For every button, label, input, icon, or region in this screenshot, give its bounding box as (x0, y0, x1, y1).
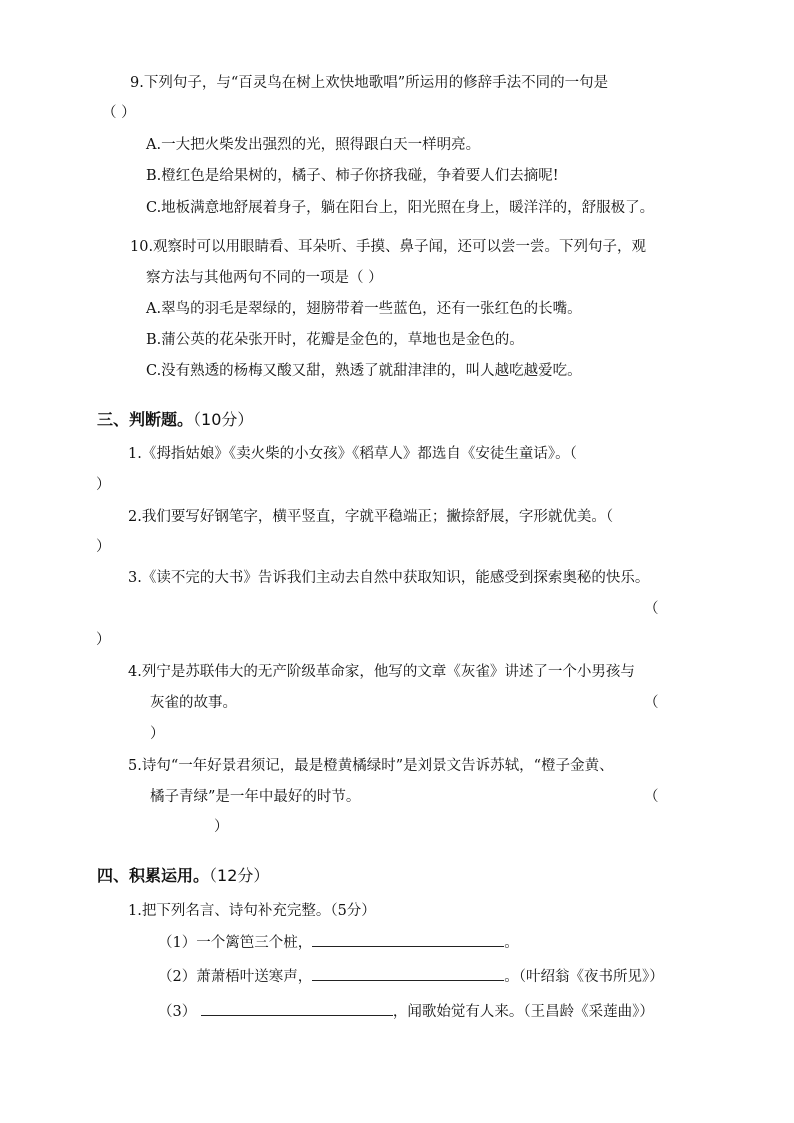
judge-item-2-close: ） (96, 539, 111, 555)
judge-item-4-line1: 4.列宁是苏联伟大的无产阶级革命家，他写的文章《灰雀》讲述了一个小男孩与 (128, 664, 635, 680)
section3-points: （10分） (193, 410, 254, 429)
fill-item-3 (158, 1001, 654, 1022)
judge-item-4-close: ） (150, 726, 165, 742)
section3-title: 三、判断题。 (97, 410, 194, 429)
fill-item-1-before: 一个篱笆三个桩， (196, 935, 313, 951)
section4-points: （12分） (209, 866, 270, 885)
judge-item-2: 2.我们要写好钢笔字，横平竖直，字就平稳端正；撇捺舒展，字形就优美。（ (128, 509, 614, 525)
q10-stem-line1: 10.观察时可以用眼睛看、耳朵听、手摸、鼻子闻，还可以尝一尝。下列句子，观 (130, 239, 647, 255)
fill-blank-3[interactable] (201, 1001, 393, 1016)
section3-heading (97, 410, 253, 430)
judge-item-3-open: （ (644, 601, 659, 617)
fill-blank-1[interactable] (312, 932, 504, 947)
q9-answer-paren: （ ） (102, 105, 136, 121)
q9-option-c: C.地板满意地舒展着身子，躺在阳台上，阳光照在身上，暖洋洋的，舒服极了。 (146, 200, 655, 216)
q10-option-a: A.翠鸟的羽毛是翠绿的，翅膀带着一些蓝色，还有一张红色的长嘴。 (146, 301, 582, 317)
judge-item-3-close: ） (96, 632, 111, 648)
judge-item-3: 3.《读不完的大书》告诉我们主动去自然中获取知识，能感受到探索奥秘的快乐。 (128, 570, 650, 586)
fill-item-2-after: 。（叶绍翁《夜书所见》） (504, 969, 664, 985)
q10-option-c: C.没有熟透的杨梅又酸又甜，熟透了就甜津津的，叫人越吃越爱吃。 (146, 363, 582, 379)
judge-item-1: 1.《拇指姑娘》《卖火柴的小女孩》《稻草人》都选自《安徒生童话》。（ (128, 446, 577, 462)
fill-item-2-num: （2） (158, 969, 197, 985)
judge-item-5-open: （ (644, 789, 659, 805)
judge-item-1-close: ） (96, 477, 111, 493)
fill-item-1-after: 。 (504, 935, 519, 951)
q9-option-b: B.橙红色是给果树的，橘子、柿子你挤我碰，争着要人们去摘呢! (146, 168, 559, 184)
judge-item-4-line2: 灰雀的故事。 (150, 695, 237, 711)
judge-item-5-close: ） (214, 819, 229, 835)
section4-q1-stem: 1.把下列名言、诗句补充完整。（5分） (128, 903, 376, 919)
judge-item-5-line2: 橘子青绿”是一年中最好的时节。 (150, 789, 361, 805)
q10-option-b: B.蒲公英的花朵张开时，花瓣是金色的，草地也是金色的。 (146, 332, 524, 348)
judge-item-4-open: （ (644, 695, 659, 711)
section4-title: 四、积累运用。 (97, 866, 210, 885)
fill-item-3-after: ，闻歌始觉有人来。（王昌龄《采莲曲》） (392, 1004, 654, 1020)
fill-item-3-num: （3） (158, 1004, 197, 1020)
q9-stem: 9.下列句子，与“百灵鸟在树上欢快地歌唱”所运用的修辞手法不同的一句是 (130, 75, 609, 91)
q9-option-a: A.一大把火柴发出强烈的光，照得跟白天一样明亮。 (146, 137, 481, 153)
q10-stem-line2: 察方法与其他两句不同的一项是（ ） (146, 270, 383, 286)
fill-item-2 (158, 966, 664, 987)
fill-item-2-before: 萧萧梧叶送寒声， (196, 969, 313, 985)
section4-heading (97, 866, 269, 886)
fill-item-1 (158, 932, 519, 953)
judge-item-5-line1: 5.诗句“一年好景君须记，最是橙黄橘绿时”是刘景文告诉苏轼，“橙子金黄、 (128, 758, 614, 774)
fill-blank-2[interactable] (312, 966, 504, 981)
fill-item-1-num: （1） (158, 935, 197, 951)
